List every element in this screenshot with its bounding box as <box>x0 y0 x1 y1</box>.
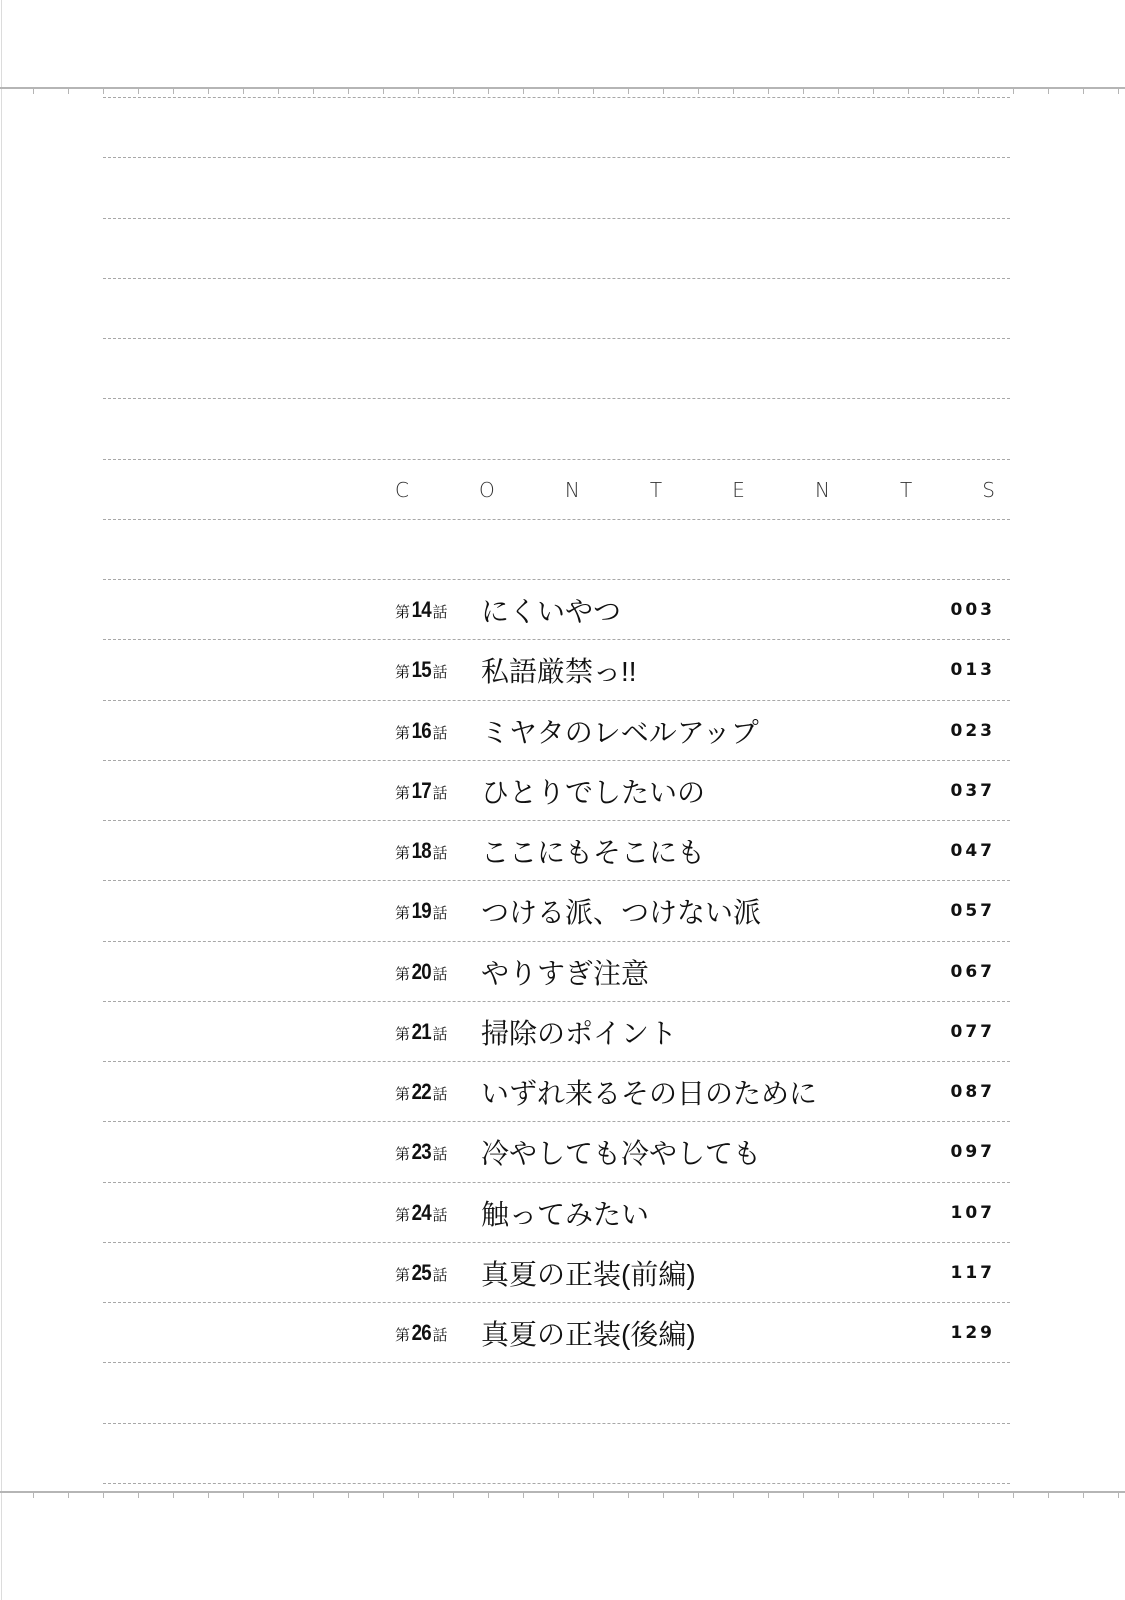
contents-heading <box>395 478 995 502</box>
edge-tick <box>1118 89 1119 94</box>
edge-tick <box>68 89 69 94</box>
chapter-prefix: 第 <box>395 1266 411 1284</box>
edge-tick <box>523 1493 524 1498</box>
page-number: 067 <box>950 961 995 982</box>
chapter-title: ひとりでしたいの <box>481 776 706 808</box>
chapter-label <box>395 657 481 683</box>
chapter-prefix: 第 <box>395 604 411 621</box>
chapter-title: いずれ来るその日のために <box>481 1078 818 1109</box>
edge-tick <box>488 1493 489 1498</box>
chapter-suffix: 話 <box>432 784 448 802</box>
edge-tick <box>698 89 699 94</box>
chapter-title: 私語厳禁っ!! <box>481 656 637 688</box>
edge-tick <box>68 1493 69 1498</box>
edge-tick <box>873 1493 874 1498</box>
chapter-prefix: 第 <box>395 784 411 802</box>
chapter-label <box>395 597 481 623</box>
page-number: 117 <box>950 1262 995 1283</box>
edge-tick <box>663 89 664 94</box>
chapter-prefix: 第 <box>395 1146 411 1164</box>
toc-entry[interactable] <box>395 640 995 700</box>
chapter-number: 25 <box>411 1259 431 1285</box>
heading-letter: T <box>899 478 913 502</box>
chapter-label <box>395 1019 481 1045</box>
edge-tick <box>733 89 734 94</box>
edge-tick <box>733 1493 734 1498</box>
edge-tick <box>768 1493 769 1498</box>
chapter-suffix: 話 <box>432 1146 448 1164</box>
edge-tick <box>138 1493 139 1498</box>
chapter-prefix: 第 <box>395 724 411 742</box>
edge-tick <box>243 89 244 94</box>
heading-letter: N <box>814 478 830 502</box>
chapter-prefix: 第 <box>395 1327 411 1344</box>
chapter-suffix: 話 <box>432 1206 448 1224</box>
toc-entry[interactable] <box>395 821 995 881</box>
chapter-number: 19 <box>411 898 431 924</box>
chapter-suffix: 話 <box>432 1025 448 1043</box>
edge-tick <box>1013 89 1014 94</box>
edge-tick <box>208 1493 209 1498</box>
chapter-number: 21 <box>411 1018 431 1044</box>
dashed-rule <box>103 338 1010 339</box>
edge-tick <box>243 1493 244 1498</box>
edge-tick <box>278 89 279 94</box>
chapter-label <box>395 1139 481 1165</box>
chapter-label <box>395 1320 481 1346</box>
chapter-label <box>395 718 481 744</box>
chapter-prefix: 第 <box>395 1086 411 1103</box>
chapter-suffix: 話 <box>432 1086 448 1103</box>
toc-entry[interactable] <box>395 942 995 1002</box>
chapter-label <box>395 1200 481 1226</box>
chapter-label <box>395 1079 481 1105</box>
edge-tick <box>628 1493 629 1498</box>
edge-tick <box>838 1493 839 1498</box>
toc-entry[interactable] <box>395 761 995 821</box>
chapter-label <box>395 1260 481 1286</box>
edge-tick <box>138 89 139 94</box>
edge-tick <box>593 89 594 94</box>
edge-tick <box>278 1493 279 1498</box>
chapter-suffix: 話 <box>432 604 448 621</box>
dashed-rule <box>103 278 1010 279</box>
heading-letter: S <box>982 478 995 502</box>
edge-tick <box>418 1493 419 1498</box>
edge-tick <box>838 89 839 94</box>
chapter-label <box>395 959 481 985</box>
chapter-suffix: 話 <box>432 1327 448 1344</box>
toc-entry[interactable] <box>395 1002 995 1062</box>
chapter-title: つける派、つけない派 <box>481 897 762 929</box>
page-number: 087 <box>950 1082 995 1102</box>
dashed-rule <box>103 97 1010 98</box>
edge-tick <box>978 89 979 94</box>
heading-letter: O <box>479 478 495 502</box>
page-number: 057 <box>950 901 995 922</box>
edge-tick <box>1083 1493 1084 1498</box>
chapter-number: 14 <box>411 597 431 622</box>
chapter-prefix: 第 <box>395 664 411 682</box>
heading-letter: T <box>649 478 663 502</box>
chapter-number: 16 <box>411 717 431 743</box>
edge-tick <box>593 1493 594 1498</box>
chapter-number: 18 <box>411 838 431 863</box>
edge-tick <box>33 89 34 94</box>
dashed-rule <box>103 1423 1010 1424</box>
edge-tick <box>663 1493 664 1498</box>
heading-letter: N <box>564 478 580 502</box>
page-number: 037 <box>950 780 995 801</box>
edge-tick <box>453 89 454 94</box>
dashed-rule <box>103 218 1010 219</box>
dashed-rule <box>103 398 1010 399</box>
page-number: 047 <box>950 841 995 861</box>
page-number: 023 <box>950 720 995 741</box>
page-number: 097 <box>950 1142 995 1163</box>
edge-tick <box>313 1493 314 1498</box>
toc-entry[interactable] <box>395 580 995 640</box>
page-number: 129 <box>950 1323 995 1343</box>
chapter-suffix: 話 <box>432 664 448 682</box>
chapter-label <box>395 778 481 804</box>
chapter-label <box>395 838 481 864</box>
edge-tick <box>453 1493 454 1498</box>
chapter-suffix: 話 <box>432 965 448 983</box>
edge-tick <box>1048 89 1049 94</box>
edge-tick <box>558 1493 559 1498</box>
toc-entry[interactable] <box>395 1183 995 1243</box>
toc-entry[interactable] <box>395 881 995 941</box>
toc-entry[interactable] <box>395 1122 995 1182</box>
chapter-number: 26 <box>411 1320 431 1345</box>
edge-tick <box>943 89 944 94</box>
edge-tick <box>1083 89 1084 94</box>
chapter-title: 真夏の正装(後編) <box>481 1319 696 1350</box>
edge-tick <box>803 89 804 94</box>
edge-tick <box>33 1493 34 1498</box>
chapter-suffix: 話 <box>432 905 448 923</box>
toc-entry[interactable] <box>395 1062 995 1122</box>
chapter-prefix: 第 <box>395 905 411 923</box>
edge-tick <box>908 89 909 94</box>
chapter-title: ミヤタのレベルアップ <box>481 716 759 748</box>
chapter-suffix: 話 <box>432 1266 448 1284</box>
chapter-label <box>395 898 481 924</box>
edge-tick <box>348 89 349 94</box>
dashed-rule <box>103 519 1010 520</box>
edge-tick <box>173 1493 174 1498</box>
edge-tick <box>1048 1493 1049 1498</box>
toc-entry[interactable] <box>395 1243 995 1303</box>
page-number: 013 <box>950 660 995 681</box>
edge-tick <box>313 89 314 94</box>
edge-tick <box>383 89 384 94</box>
chapter-number: 24 <box>411 1199 431 1225</box>
chapter-prefix: 第 <box>395 965 411 983</box>
edge-tick <box>943 1493 944 1498</box>
edge-tick <box>803 1493 804 1498</box>
dashed-rule <box>103 459 1010 460</box>
page-edge-left <box>1 0 2 1600</box>
chapter-number: 15 <box>411 657 431 683</box>
edge-tick <box>768 89 769 94</box>
edge-tick <box>383 1493 384 1498</box>
edge-tick <box>103 1493 104 1498</box>
edge-tick <box>908 1493 909 1498</box>
page-edge-top <box>0 87 1125 89</box>
page-number: 107 <box>950 1202 995 1223</box>
edge-tick <box>558 89 559 94</box>
edge-tick <box>348 1493 349 1498</box>
chapter-title: ここにもそこにも <box>481 837 706 868</box>
chapter-number: 17 <box>411 777 431 803</box>
chapter-prefix: 第 <box>395 1025 411 1043</box>
chapter-number: 22 <box>411 1079 431 1104</box>
dashed-rule <box>103 1483 1010 1484</box>
chapter-number: 20 <box>411 958 431 984</box>
heading-letter: E <box>732 478 745 502</box>
chapter-prefix: 第 <box>395 845 411 862</box>
chapter-title: 真夏の正装(前編) <box>481 1258 696 1290</box>
chapter-title: やりすぎ注意 <box>481 957 650 989</box>
page-number: 077 <box>950 1021 995 1042</box>
edge-tick <box>103 89 104 94</box>
toc-entry[interactable] <box>395 701 995 761</box>
page-number: 003 <box>950 600 995 620</box>
page-edge-bottom <box>0 1491 1125 1493</box>
edge-tick <box>873 89 874 94</box>
toc-entry[interactable] <box>395 1303 995 1363</box>
chapter-suffix: 話 <box>432 724 448 742</box>
edge-tick <box>1118 1493 1119 1498</box>
edge-tick <box>488 89 489 94</box>
chapter-title: 掃除のポイント <box>481 1017 678 1049</box>
chapter-title: にくいやつ <box>481 596 622 627</box>
edge-tick <box>173 89 174 94</box>
heading-letter: C <box>395 478 409 502</box>
chapter-number: 23 <box>411 1139 431 1165</box>
dashed-rule <box>103 157 1010 158</box>
chapter-prefix: 第 <box>395 1206 411 1224</box>
edge-tick <box>1013 1493 1014 1498</box>
edge-tick <box>208 89 209 94</box>
edge-tick <box>418 89 419 94</box>
edge-tick <box>698 1493 699 1498</box>
edge-tick <box>628 89 629 94</box>
chapter-title: 触ってみたい <box>481 1198 650 1230</box>
chapter-title: 冷やしても冷やしても <box>481 1138 762 1170</box>
edge-tick <box>523 89 524 94</box>
chapter-suffix: 話 <box>432 845 448 862</box>
edge-tick <box>978 1493 979 1498</box>
